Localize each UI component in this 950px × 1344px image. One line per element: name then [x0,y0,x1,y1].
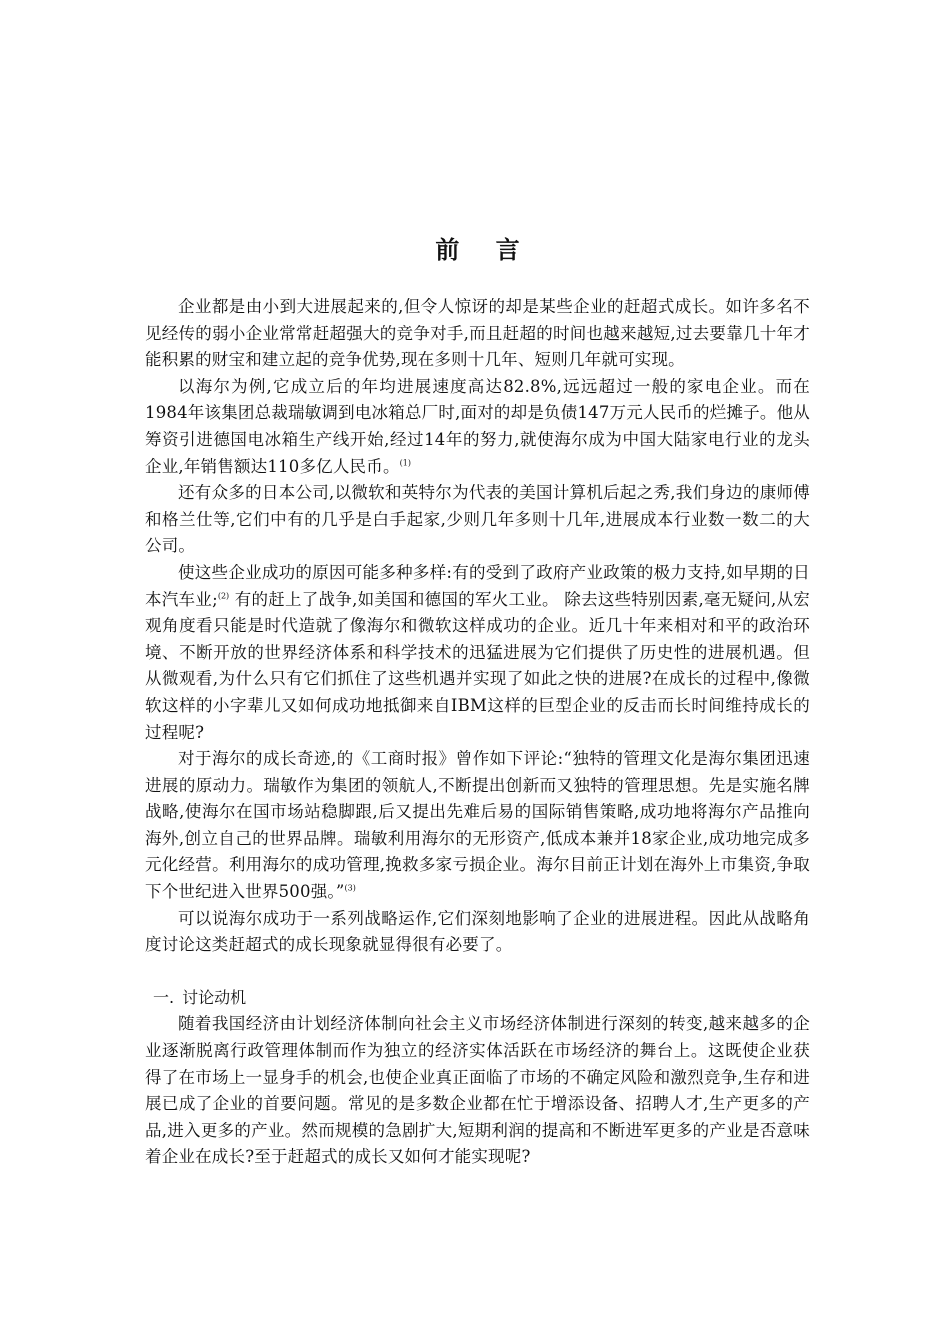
section-title: 讨论动机 [182,987,247,1007]
paragraph-5-text: 对于海尔的成长奇迹,的《工商时报》曾作如下评论:“独特的管理文化是海尔集团迅速进展的原动力。瑞敏作为集团的领航人,不断提出创新而又独特的管理思想。先是实施名牌战略,使海尔在国市场站稳脚跟,后又提出先难后易的国际销售策略,成功地将海尔产品推向海外,创立自己的世界品牌。瑞敏利用海尔的无形资产,低成本兼并18家企业,成功地完成多元化经营。利用海尔的成功管理,挽救多家亏损企业。海尔目前正计划在海外上市集资,争取下个世纪进入世界500强。” [145,749,810,902]
page-title: 前 言 [435,236,534,264]
document-body [145,294,810,1171]
section-heading [145,985,810,1012]
paragraph-4-text-b: 有的赶上了战争,如美国和德国的军火工业。 除去这些特别因素,毫无疑问,从宏观角度看只能是时代造就了像海尔和微软这样成功的企业。近几十年来相对和平的政治环境、不断开放的世界经济体系和科学技术的迅猛进展为它们提供了历史性的进展机遇。但从微观看,为什么只有它们抓住了这些机遇并实现了如此之快的进展?在成长的过程中,像微软这样的小字辈儿又如何成功地抵御来自IBM这样的巨型企业的反击而长时间维持成长的过程呢? [145,589,811,742]
footnote-ref-2: (2) [217,591,230,601]
paragraph-3 [145,480,810,560]
paragraph-1-text: 企业都是由小到大进展起来的,但令人惊讶的却是某些企业的赶超式成长。如许多名不见经传的弱小企业常常赶超强大的竞争对手,而且赶超的时间也越来越短,过去要靠几十年才能积累的财宝和建立起的竞争优势,现在多则十几年、短则几年就可实现。 [145,297,810,370]
paragraph-1 [145,294,810,374]
paragraph-4 [145,560,810,746]
paragraph-4-text-a: 使这些企业成功的原因可能多种多样:有的受到了政府产业政策的极力支持,如早期的日本汽车业; [145,562,810,609]
paragraph-6 [145,906,810,959]
paragraph-6-text: 可以说海尔成功于一系列战略运作,它们深刻地影响了企业的进展进程。因此从战略角度讨论这类赶超式的成长现象就显得很有必要了。 [145,908,810,955]
section-paragraph-text: 随着我国经济由计划经济体制向社会主义市场经济体制进行深刻的转变,越来越多的企业逐渐脱离行政管理体制而作为独立的经济实体活跃在市场经济的舞台上。这既使企业获得了在市场上一显身手的机会,也使企业真正面临了市场的不确定风险和激烈竞争,生存和进展已成了企业的首要问题。常见的是多数企业都在忙于增添设备、招聘人才,生产更多的产品,进入更多的产业。然而规模的急剧扩大,短期利润的提高和不断进军更多的产业是否意味着企业在成长?至于赶超式的成长又如何才能实现呢? [145,1014,810,1167]
paragraph-2-text: 以海尔为例,它成立后的年均进展速度高达82.8%,远远超过一般的家电企业。而在1984年该集团总裁瑞敏调到电冰箱总厂时,面对的却是负债147万元人民币的烂摊子。他从筹资引进德国电冰箱生产线开始,经过14年的努力,就使海尔成为中国大陆家电行业的龙头企业,年销售额达110多亿人民币。 [145,376,810,476]
paragraph-5 [145,746,810,906]
section-paragraph [145,1011,810,1171]
footnote-ref-3: (3) [344,883,356,893]
footnote-ref-1: (1) [399,458,411,468]
section-number: 一. [153,987,175,1007]
paragraph-3-text: 还有众多的日本公司,以微软和英特尔为代表的美国计算机后起之秀,我们身边的康师傅和格兰仕等,它们中有的几乎是白手起家,少则几年多则十几年,进展成本行业数一数二的大公司。 [145,483,810,556]
paragraph-2 [145,374,810,480]
